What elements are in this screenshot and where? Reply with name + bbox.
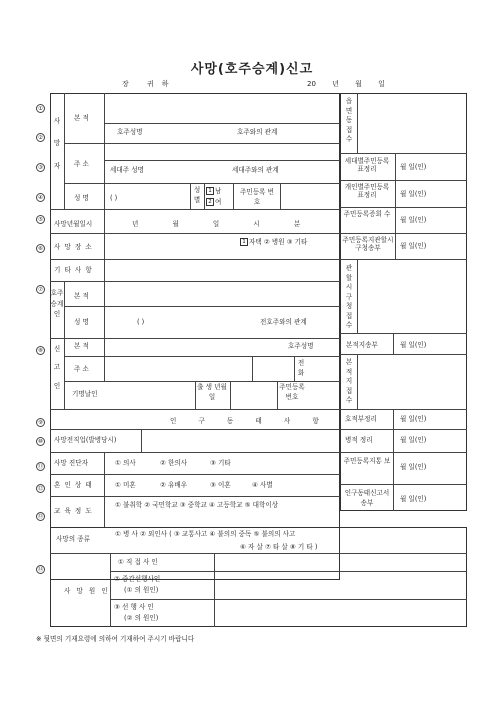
- successor-name-label: 성 명: [74, 318, 89, 326]
- death-datetime-label: 사망년월일시: [54, 220, 93, 228]
- marital-option-single[interactable]: ① 미혼: [115, 481, 136, 489]
- side-row-value: 월 일(인): [400, 163, 427, 171]
- reporter-birth-label: 출 생 년월일: [197, 383, 227, 401]
- receipt-label: 읍면동접수: [345, 97, 353, 144]
- deceased-section-label: 사 망 자: [53, 117, 61, 170]
- row-number: ④: [36, 193, 45, 202]
- side-row-label: 주민등록증회 수: [343, 210, 391, 218]
- reporter-registry-label: 본 적: [74, 342, 89, 350]
- intermediate-cause-label: ② 중간선행사인: [114, 575, 161, 583]
- registry-send-value: 월 일(인): [400, 341, 427, 349]
- side-row-value: 월 일(인): [400, 216, 427, 224]
- census-row-value: 월 일(인): [400, 463, 427, 471]
- deceased-name-label: 성 명: [74, 194, 89, 202]
- side-row-label: 세대별주민등록표정리: [344, 157, 390, 174]
- census-row-value: 월 일(인): [400, 436, 427, 444]
- row-number: ⑨: [36, 418, 45, 427]
- footnote: ※ 뒷면의 기재요령에 의하여 기재하여 주시기 바랍니다: [36, 635, 195, 643]
- diagnoser-option-doctor[interactable]: ① 의사: [115, 459, 136, 467]
- report-date: 20 년 월 일: [307, 80, 385, 88]
- row-number: ⑥: [36, 244, 45, 253]
- death-datetime-units: 년 월 일 시 분: [132, 220, 301, 228]
- demographics-title: 인 구 동 태 사 항: [170, 417, 319, 425]
- row-number: ⑬: [37, 514, 44, 520]
- death-type-line2[interactable]: ⑥ 자 살 ⑦ 타 살 ⑧ 기 타 ): [240, 543, 318, 551]
- marital-option-widowed[interactable]: ④ 사별: [252, 481, 273, 489]
- death-place-options[interactable]: 1 자택 ② 병원 ③ 기타: [240, 237, 338, 247]
- diagnoser-option-other[interactable]: ③ 기타: [210, 459, 231, 467]
- reporter-section-label: 신 고 인: [53, 345, 61, 390]
- side-panel: [340, 93, 467, 511]
- row-number: ③: [36, 163, 45, 172]
- side-row-value: 월 일(인): [400, 190, 427, 198]
- census-row-value: 월 일(인): [400, 495, 427, 503]
- sex-label: 성별: [193, 186, 201, 204]
- successor-section-label: 호주승계인: [50, 289, 64, 319]
- resident-no-label: 주민등록 번 호: [240, 188, 274, 207]
- deceased-address-label: 주 소: [74, 160, 89, 168]
- education-label: 교 육 정 도: [54, 507, 93, 515]
- row-number: ⑤: [36, 215, 45, 224]
- registry-office-label: 본적지접수: [345, 358, 353, 405]
- head-name-label: 호주성명: [117, 128, 143, 136]
- census-row-label: 인구동태신고서 송부: [344, 489, 390, 508]
- sex-male-option[interactable]: 1 남: [206, 187, 221, 195]
- census-row-label: 주민등록지통 보: [343, 457, 391, 465]
- addressee: 장 귀하: [122, 80, 177, 88]
- intermediate-cause-sub: (① 의 원인): [124, 586, 159, 594]
- row-number: ⑧: [36, 346, 45, 355]
- registry-send-label: 본적지송부: [346, 341, 378, 349]
- reporter-address-label: 주 소: [74, 365, 89, 373]
- checkbox-icon: 2: [206, 198, 214, 206]
- city-receipt-label: 관할시구청접수: [345, 264, 353, 330]
- census-row-value: 월 일(인): [400, 415, 427, 423]
- row-number: ①: [36, 104, 45, 113]
- deceased-name-paren: ( ): [110, 194, 118, 202]
- row-number: ⑩: [36, 437, 45, 446]
- preceding-cause-label: ③ 선 행 사 인: [114, 603, 154, 611]
- sex-female-option[interactable]: 2 여: [206, 198, 221, 206]
- marital-label: 혼 인 상 태: [54, 481, 93, 489]
- death-place-label: 사 망 장 소: [54, 243, 93, 251]
- other-info-label: 기 타 사 항: [54, 266, 93, 274]
- row-number: ⑪: [37, 464, 44, 470]
- reporter-phone-label: 전화: [297, 359, 305, 377]
- death-type-line1[interactable]: ① 병 사 ② 외인사 ( ③ 교통사고 ④ 불의의 중독 ⑤ 불의의 사고: [115, 530, 296, 538]
- marital-option-divorced[interactable]: ③ 이혼: [210, 481, 231, 489]
- preceding-cause-sub: (② 의 원인): [124, 614, 159, 622]
- census-row-label: 병적 정리: [345, 436, 373, 444]
- relation-household-label: 세대주와의 관계: [232, 166, 279, 174]
- occupation-label: 사망전직업(발병당시): [54, 436, 117, 444]
- reporter-head-name-label: 호주성명: [288, 342, 314, 350]
- household-head-label: 세대주 성명: [110, 166, 144, 174]
- reporter-resident-no-label: 주민등록번호: [279, 383, 305, 401]
- successor-name-paren: ( ): [137, 318, 145, 326]
- row-number: ⑦: [36, 285, 45, 294]
- row-number: ⑫: [37, 486, 44, 492]
- diagnoser-label: 사망 진단자: [54, 459, 88, 467]
- cause-label: 사 망 원 인: [64, 587, 110, 595]
- successor-registry-label: 본 적: [74, 292, 89, 300]
- side-row-value: 월 일(인): [400, 242, 427, 250]
- row-number: ②: [36, 133, 45, 142]
- checkbox-icon: 1: [206, 187, 214, 195]
- death-type-label: 사망의 종류: [56, 535, 90, 543]
- direct-cause-label: ① 직 접 사 인: [118, 558, 158, 566]
- marital-option-married[interactable]: ② 유배우: [160, 481, 188, 489]
- deceased-registry-label: 본 적: [74, 114, 89, 122]
- form-title: 사망(호주승계)신고: [190, 62, 314, 77]
- side-row-label: 주민등록지관할시구청송부: [342, 236, 394, 253]
- checkbox-icon: 1: [240, 238, 248, 246]
- diagnoser-option-oriental-doctor[interactable]: ② 한의사: [160, 459, 188, 467]
- education-options[interactable]: ① 불취학 ② 국민학교 ③ 중학교 ④ 고등학교 ⑤ 대학이상: [115, 501, 279, 509]
- row-number: ⑭: [37, 567, 44, 573]
- reporter-sign-label: 기명날인: [72, 390, 98, 398]
- cause-section: [50, 527, 467, 627]
- relation-head-label: 호주와의 관계: [237, 128, 278, 136]
- successor-relation-label: 전호주와의 관계: [260, 318, 307, 326]
- census-row-label: 호적부정리: [345, 415, 377, 423]
- side-row-label: 개인별주민등록표정리: [344, 183, 390, 200]
